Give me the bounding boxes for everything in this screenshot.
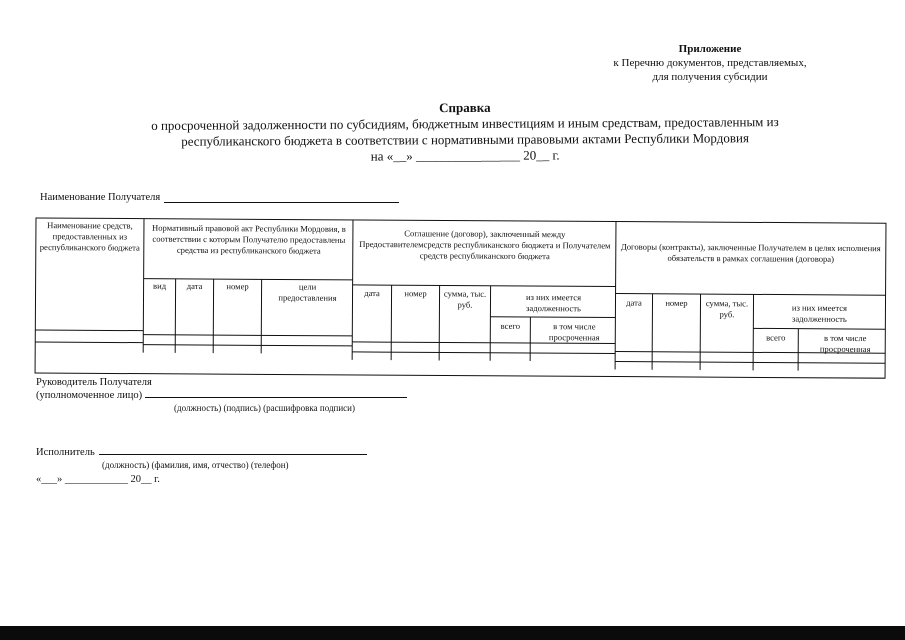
- appendix-line-2: для получения субсидии: [652, 71, 768, 83]
- header-contract-debt-overdue: в том числе просроченная: [819, 332, 871, 355]
- header-act-date: дата: [186, 280, 203, 292]
- header-contracts: Договоры (контракты), заключенные Получателем в целях исполнения обязательств в рамках соглашения (договора): [620, 241, 881, 264]
- head-signature-line: [145, 396, 407, 398]
- header-act-number: номер: [226, 281, 249, 292]
- header-agreement: Соглашение (договор), заключенный между Предоставителемсредств республиканского бюджета и Получателем средств республиканского бюджета: [359, 228, 611, 262]
- header-contract-number: номер: [665, 297, 688, 308]
- header-contract-debt: из них имеется задолженность: [791, 302, 848, 324]
- header-act-type: вид: [153, 280, 167, 291]
- recipient-label: Наименование Получателя: [40, 192, 161, 203]
- appendix-line-1: к Перечню документов, представляемых,: [613, 57, 807, 69]
- header-contract-sum: сумма, тыс. руб.: [705, 298, 749, 320]
- document-title: Справка: [439, 99, 491, 116]
- title-line-1: о просроченной задолженности по субсидиям, бюджетным инвестициям и иным средствам, предоставленным из: [151, 114, 779, 133]
- header-agreement-date: дата: [364, 288, 380, 299]
- head-signature-caption: (должность) (подпись) (расшифровка подписи): [174, 403, 355, 413]
- header-agreement-debt-total: всего: [500, 320, 521, 331]
- recipient-blank-line: [164, 201, 399, 203]
- executor-caption: (должность) (фамилия, имя, отчество) (телефон): [102, 460, 289, 470]
- recipient-field: [40, 192, 399, 203]
- header-act-purpose: цели предоставления: [278, 281, 337, 303]
- header-agreement-number: номер: [404, 288, 427, 299]
- header-means-name: Наименование средств, предоставленных из республиканского бюджета: [39, 220, 140, 253]
- header-agreement-debt: из них имеется задолженность: [525, 291, 582, 314]
- title-date-line: на «__» ________________ 20__ г.: [370, 147, 560, 164]
- report-table: [35, 218, 886, 380]
- head-label: Руководитель Получателя: [36, 377, 152, 388]
- header-contract-debt-total: всего: [766, 332, 786, 343]
- header-agreement-sum: сумма, тыс. руб.: [443, 288, 487, 310]
- executor-block: [36, 446, 367, 486]
- scan-bottom-edge: [0, 626, 905, 640]
- header-agreement-debt-overdue: в том числе просроченная: [548, 321, 600, 343]
- appendix-heading: Приложение: [678, 43, 742, 55]
- head-label-2: (уполномоченное лицо): [36, 390, 143, 401]
- executor-date: «___» ____________ 20__ г.: [36, 474, 160, 485]
- title-line-2: республиканского бюджета в соответствии с нормативными правовыми актами Республики Мордовия: [181, 130, 749, 149]
- appendix-block: [560, 42, 860, 84]
- header-legal-act: Нормативный правовой акт Республики Мордовия, в соответствии с которым Получателю предоставлены средства из республиканского бюджета: [152, 222, 346, 256]
- header-contract-date: дата: [626, 297, 642, 308]
- executor-line: [99, 453, 367, 455]
- head-signature-block: [36, 376, 407, 415]
- title-block: [70, 98, 860, 167]
- executor-label: Исполнитель: [36, 447, 95, 458]
